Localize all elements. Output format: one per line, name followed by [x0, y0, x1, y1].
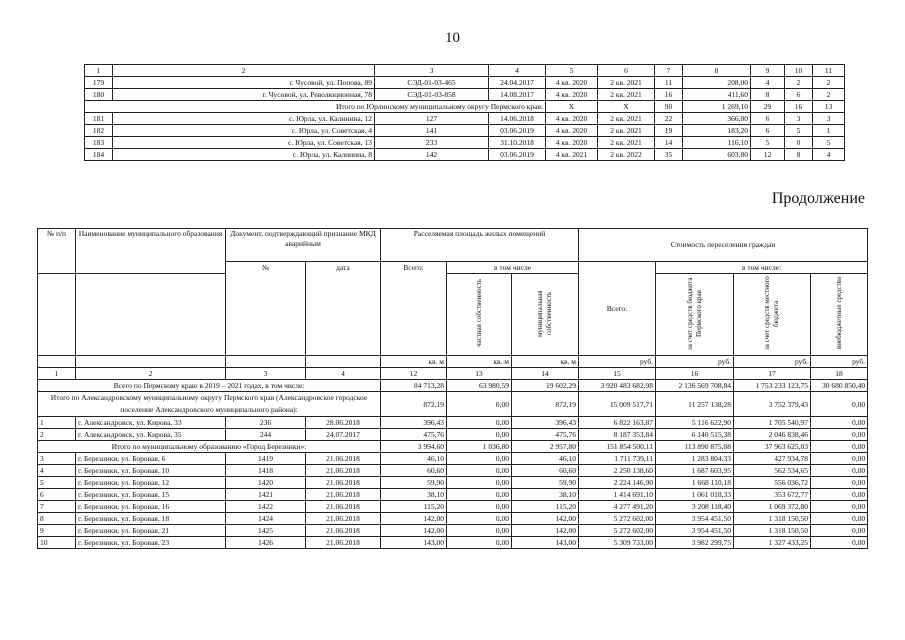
- table-cell: 4: [38, 465, 76, 477]
- unit-rub: руб.: [656, 356, 734, 368]
- table-cell: г. Чусовой, ул. Попова, 89: [113, 77, 375, 89]
- hdr-cost: Стоимость переселения граждан: [579, 229, 868, 262]
- hdr-num: № п/п: [38, 229, 76, 274]
- table-cell: 244: [226, 429, 306, 441]
- table-cell: г. Александровск, ул. Кирова, 35: [76, 429, 226, 441]
- table-cell: г. Чусовой, ул. Революционная, 78: [113, 89, 375, 101]
- table-cell: 0,00: [811, 477, 868, 489]
- table-cell: 0,00: [811, 392, 868, 417]
- table-cell: 38,10: [512, 489, 579, 501]
- table-cell: 1 414 691,10: [579, 489, 656, 501]
- table-cell: X: [598, 101, 655, 113]
- table-cell: Итого по муниципальному образованию «Город Березники»:: [38, 441, 381, 453]
- table-cell: с. Юрла, ул. Калинина, 8: [113, 149, 375, 161]
- table-cell: 0,00: [447, 525, 512, 537]
- table-cell: 0: [785, 137, 813, 149]
- table-cell: 0,00: [811, 453, 868, 465]
- table-cell: 184: [85, 149, 113, 161]
- table-cell: 21.06.2018: [306, 489, 381, 501]
- table-cell: 2 кв. 2021: [598, 77, 655, 89]
- table-cell: 1 061 018,33: [656, 489, 734, 501]
- table-cell: 142,00: [381, 525, 447, 537]
- table-cell: 113 890 875,08: [656, 441, 734, 453]
- table-cell: 4: [489, 65, 546, 77]
- table-cell: 2 кв. 2021: [598, 137, 655, 149]
- table-cell: 0,00: [811, 417, 868, 429]
- table-cell: 2 кв. 2021: [598, 89, 655, 101]
- table-cell: 3 994,60: [381, 441, 447, 453]
- table-cell: 21.06.2018: [306, 525, 381, 537]
- hdr-budget-region: за счет средств бюджета Пермского края: [656, 274, 734, 356]
- table-cell: 4 кв. 2021: [546, 149, 598, 161]
- table-cell: 3 954 451,50: [656, 525, 734, 537]
- table-cell: 59,90: [512, 477, 579, 489]
- table-cell: 1425: [226, 525, 306, 537]
- hdr-doc: Документ, подтверждающий признание МКД аварийным: [226, 229, 381, 262]
- table-cell: 2: [38, 429, 76, 441]
- table-cell: 5 272 602,00: [579, 513, 656, 525]
- table-cell: с. Юрла, ул. Советская, 4: [113, 125, 375, 137]
- table-cell: 236: [226, 417, 306, 429]
- table-cell: 0,00: [447, 429, 512, 441]
- table-cell: 2 кв. 2021: [598, 125, 655, 137]
- table-cell: 63 980,59: [447, 380, 512, 392]
- table-row: [38, 465, 868, 477]
- table-cell: 0,00: [447, 537, 512, 549]
- table-cell: 179: [85, 77, 113, 89]
- table-cell: 11: [813, 65, 845, 77]
- table-cell: 8: [38, 513, 76, 525]
- table-cell: 60,60: [512, 465, 579, 477]
- table-cell: 116,10: [683, 137, 751, 149]
- table-cell: 0,00: [447, 392, 512, 417]
- table-cell: 4: [751, 77, 785, 89]
- table-cell: 3 920 483 682,98: [579, 380, 656, 392]
- table-cell: 142,00: [512, 513, 579, 525]
- table-cell: 872,19: [512, 392, 579, 417]
- table-cell: 1 705 540,97: [734, 417, 811, 429]
- table-cell: 16: [656, 368, 734, 380]
- table-cell: 2 224 146,90: [579, 477, 656, 489]
- table-cell: 5: [751, 137, 785, 149]
- table-cell: 141: [375, 125, 489, 137]
- table-cell: 24.07.2017: [306, 429, 381, 441]
- table-cell: 1 687 603,95: [656, 465, 734, 477]
- page-number: 10: [445, 30, 460, 46]
- table-cell: 3: [38, 453, 76, 465]
- hdr-budget-local: за счет средств местного бюджета: [734, 274, 811, 356]
- table-cell: 872,19: [381, 392, 447, 417]
- table-cell: 37 963 625,03: [734, 441, 811, 453]
- table-cell: 17: [734, 368, 811, 380]
- table-cell: 8 187 353,84: [579, 429, 656, 441]
- table-row: [38, 477, 868, 489]
- table-cell: 1 283 804,33: [656, 453, 734, 465]
- table-cell: 21.06.2018: [306, 477, 381, 489]
- table-row: [38, 429, 868, 441]
- table-cell: 0,00: [811, 489, 868, 501]
- table-cell: г. Березники, ул. Боровая, 12: [76, 477, 226, 489]
- table-cell: 1424: [226, 513, 306, 525]
- table-cell: 10: [785, 65, 813, 77]
- table-cell: 22: [655, 113, 683, 125]
- table-cell: 182: [85, 125, 113, 137]
- table-cell: 2: [813, 89, 845, 101]
- table-cell: 8: [751, 89, 785, 101]
- table-cell: 0,00: [447, 465, 512, 477]
- continuation-label: Продолжение: [771, 190, 865, 207]
- table-cell: 03.06.2019: [489, 125, 546, 137]
- hdr-name: Наименование муниципального образования: [76, 229, 226, 274]
- table-cell: 0,00: [811, 465, 868, 477]
- table-cell: 353 672,77: [734, 489, 811, 501]
- table-cell: Всего по Пермскому краю в 2019 – 2021 годах, в том числе:: [38, 380, 381, 392]
- table-cell: 5: [546, 65, 598, 77]
- table-cell: 24.04.2017: [489, 77, 546, 89]
- subtotal-row: [85, 101, 845, 113]
- table-cell: 6: [785, 89, 813, 101]
- table-cell: 1 069 372,80: [734, 501, 811, 513]
- table-cell: 411,60: [683, 89, 751, 101]
- table-cell: 0,00: [447, 477, 512, 489]
- table-cell: 2: [76, 368, 226, 380]
- table-cell: 14: [655, 137, 683, 149]
- col-number-row: [38, 368, 868, 380]
- table-cell: 0,00: [811, 513, 868, 525]
- table-cell: 427 934,78: [734, 453, 811, 465]
- table-cell: 03.06.2019: [489, 149, 546, 161]
- table-cell: 4 кв. 2020: [546, 89, 598, 101]
- unit-rub: руб.: [579, 356, 656, 368]
- table-cell: X: [546, 101, 598, 113]
- table-cell: 0,00: [811, 537, 868, 549]
- table-cell: 115,20: [381, 501, 447, 513]
- table-cell: 7: [655, 65, 683, 77]
- table-cell: 208,00: [683, 77, 751, 89]
- table-cell: 1: [85, 65, 113, 77]
- table-cell: 1: [38, 417, 76, 429]
- table-cell: 1 036,80: [447, 441, 512, 453]
- table-cell: 6: [598, 65, 655, 77]
- hdr-area: Расселяемая площадь жилых помещений: [381, 229, 579, 262]
- table-cell: 6 822 163,87: [579, 417, 656, 429]
- table-cell: 14: [512, 368, 579, 380]
- table-row: [85, 89, 845, 101]
- table-cell: 9: [38, 525, 76, 537]
- table-cell: 29: [751, 101, 785, 113]
- unit-m: кв. м: [447, 356, 512, 368]
- table-cell: 6 140 515,38: [656, 429, 734, 441]
- top-table: [84, 64, 845, 161]
- table-cell: 0,00: [447, 417, 512, 429]
- table-cell: 1 269,10: [683, 101, 751, 113]
- hdr-offbudget: внебюджетные средства: [811, 274, 868, 356]
- table-cell: Итого по Александровскому муниципальному округу Пермского края (Александровское городское поселение Александровского муниципального района):: [38, 392, 381, 417]
- table-cell: Итого по Юрлинскому муниципальному округу Пермского края:: [85, 101, 546, 113]
- table-cell: 5 116 622,90: [656, 417, 734, 429]
- table-cell: 16: [785, 101, 813, 113]
- table-row: [38, 501, 868, 513]
- table-cell: 1419: [226, 453, 306, 465]
- table-row: [38, 453, 868, 465]
- table-cell: 4 кв. 2020: [546, 125, 598, 137]
- table-row: [85, 77, 845, 89]
- table-cell: г. Березники, ул. Боровая, 23: [76, 537, 226, 549]
- table-cell: 603,80: [683, 149, 751, 161]
- table-cell: 6: [751, 125, 785, 137]
- table-cell: 0,00: [447, 489, 512, 501]
- table-cell: г. Александровск, ул. Кирова, 33: [76, 417, 226, 429]
- table-cell: 13: [447, 368, 512, 380]
- table-cell: 151 854 500,11: [579, 441, 656, 453]
- table-cell: 6: [751, 113, 785, 125]
- table-cell: 142,00: [381, 513, 447, 525]
- table-cell: 2: [813, 77, 845, 89]
- table-cell: 46,10: [512, 453, 579, 465]
- total-row: [38, 392, 868, 417]
- table-cell: 3: [226, 368, 306, 380]
- table-cell: 2: [785, 77, 813, 89]
- table-cell: 127: [375, 113, 489, 125]
- table-cell: 0,00: [811, 501, 868, 513]
- table-cell: 3: [785, 113, 813, 125]
- table-cell: с. Юрла, ул. Калинина, 12: [113, 113, 375, 125]
- table-cell: 2 250 138,60: [579, 465, 656, 477]
- table-cell: 90: [655, 101, 683, 113]
- table-cell: 19: [655, 125, 683, 137]
- table-cell: 143,00: [381, 537, 447, 549]
- table-cell: 46,10: [381, 453, 447, 465]
- table-row: [38, 513, 868, 525]
- table-cell: 3 982 299,75: [656, 537, 734, 549]
- table-cell: 15: [579, 368, 656, 380]
- table-cell: 4: [306, 368, 381, 380]
- table-cell: 180: [85, 89, 113, 101]
- table-cell: 475,76: [512, 429, 579, 441]
- table-cell: 19 602,29: [512, 380, 579, 392]
- table-cell: 1421: [226, 489, 306, 501]
- table-cell: 21.06.2018: [306, 501, 381, 513]
- table-cell: 142,00: [512, 525, 579, 537]
- table-cell: 0,00: [811, 441, 868, 453]
- table-cell: 12: [381, 368, 447, 380]
- table-cell: 5 272 602,00: [579, 525, 656, 537]
- table-cell: 4 кв. 2020: [546, 137, 598, 149]
- main-table: [37, 228, 868, 549]
- table-cell: 30 680 850,40: [811, 380, 868, 392]
- table-cell: г. Березники, ул. Боровая, 21: [76, 525, 226, 537]
- header-row: [85, 65, 845, 77]
- table-row: [38, 525, 868, 537]
- table-cell: 366,00: [683, 113, 751, 125]
- table-cell: 5: [38, 477, 76, 489]
- table-cell: 7: [38, 501, 76, 513]
- table-cell: 2 136 569 708,84: [656, 380, 734, 392]
- table-row: [38, 417, 868, 429]
- table-cell: 1422: [226, 501, 306, 513]
- table-cell: 0,00: [811, 429, 868, 441]
- table-cell: 59,90: [381, 477, 447, 489]
- table-cell: 0,00: [447, 513, 512, 525]
- table-cell: СЭД-01-03-858: [375, 89, 489, 101]
- table-cell: 3 208 118,40: [656, 501, 734, 513]
- table-cell: 14.06.2018: [489, 113, 546, 125]
- table-cell: 84 713,28: [381, 380, 447, 392]
- table-cell: 16: [655, 89, 683, 101]
- table-cell: 11: [655, 77, 683, 89]
- table-cell: 12: [751, 149, 785, 161]
- hdr-municipal: муниципальная собственность: [512, 274, 579, 356]
- table-cell: 5: [813, 137, 845, 149]
- table-cell: 1 318 150,50: [734, 525, 811, 537]
- table-row: [85, 113, 845, 125]
- table-cell: 5: [785, 125, 813, 137]
- table-row: [38, 537, 868, 549]
- unit-rub: руб.: [811, 356, 868, 368]
- table-cell: г. Березники, ул. Боровая, 16: [76, 501, 226, 513]
- table-cell: г. Березники, ул. Боровая, 18: [76, 513, 226, 525]
- table-cell: 0,00: [811, 525, 868, 537]
- table-cell: 4: [813, 149, 845, 161]
- table-cell: 1 753 233 123,75: [734, 380, 811, 392]
- table-cell: 5 309 733,00: [579, 537, 656, 549]
- table-cell: 4 277 491,20: [579, 501, 656, 513]
- table-cell: 15 009 517,71: [579, 392, 656, 417]
- table-cell: 21.06.2018: [306, 537, 381, 549]
- table-cell: г. Березники, ул. Боровая, 10: [76, 465, 226, 477]
- table-cell: 2 кв. 2021: [598, 113, 655, 125]
- table-cell: 38,10: [381, 489, 447, 501]
- table-cell: 60,60: [381, 465, 447, 477]
- table-cell: 1426: [226, 537, 306, 549]
- table-cell: СЭД-01-03-465: [375, 77, 489, 89]
- table-cell: 1: [813, 125, 845, 137]
- table-cell: 18: [811, 368, 868, 380]
- table-cell: 233: [375, 137, 489, 149]
- table-cell: 3: [813, 113, 845, 125]
- table-cell: 6: [38, 489, 76, 501]
- table-cell: 28.06.2018: [306, 417, 381, 429]
- unit-m: кв. м: [381, 356, 447, 368]
- table-cell: 2 кв. 2022: [598, 149, 655, 161]
- table-row: [38, 489, 868, 501]
- table-row: [85, 149, 845, 161]
- table-cell: 396,43: [381, 417, 447, 429]
- table-cell: 143,00: [512, 537, 579, 549]
- table-cell: 8: [785, 149, 813, 161]
- table-cell: 556 036,72: [734, 477, 811, 489]
- table-cell: 10: [38, 537, 76, 549]
- table-cell: 1: [38, 368, 76, 380]
- table-row: [85, 125, 845, 137]
- table-cell: 2 957,80: [512, 441, 579, 453]
- table-cell: 1420: [226, 477, 306, 489]
- table-cell: 396,43: [512, 417, 579, 429]
- table-cell: 1418: [226, 465, 306, 477]
- hdr-incl2: в том числе:: [656, 262, 868, 274]
- table-cell: 21.06.2018: [306, 453, 381, 465]
- table-cell: 115,20: [512, 501, 579, 513]
- table-cell: 14.08.2017: [489, 89, 546, 101]
- table-cell: 1 318 150,50: [734, 513, 811, 525]
- hdr-doc-date: дата: [306, 262, 381, 356]
- table-cell: 21.06.2018: [306, 513, 381, 525]
- table-cell: 1 327 433,25: [734, 537, 811, 549]
- table-cell: 0,00: [447, 501, 512, 513]
- table-cell: с. Юрла, ул. Советская, 13: [113, 137, 375, 149]
- table-cell: 4 кв. 2020: [546, 77, 598, 89]
- table-cell: 35: [655, 149, 683, 161]
- total-row: [38, 380, 868, 392]
- table-row: [85, 137, 845, 149]
- table-cell: 9: [751, 65, 785, 77]
- table-cell: г. Березники, ул. Боровая, 15: [76, 489, 226, 501]
- hdr-total: Всего:: [381, 262, 447, 356]
- table-cell: 181: [85, 113, 113, 125]
- table-cell: 3 954 451,50: [656, 513, 734, 525]
- table-cell: 1 668 110,18: [656, 477, 734, 489]
- hdr-private: частная собственность: [447, 274, 512, 356]
- table-cell: 11 257 138,28: [656, 392, 734, 417]
- hdr-doc-no: №: [226, 262, 306, 356]
- table-cell: 8: [683, 65, 751, 77]
- table-cell: 562 534,65: [734, 465, 811, 477]
- table-cell: 3 752 379,43: [734, 392, 811, 417]
- hdr-total2: Всего:: [579, 262, 656, 356]
- hdr-incl: в том числе: [447, 262, 579, 274]
- table-cell: 13: [813, 101, 845, 113]
- unit-m: кв. м: [512, 356, 579, 368]
- table-cell: 475,76: [381, 429, 447, 441]
- table-cell: 3: [375, 65, 489, 77]
- table-cell: 2: [113, 65, 375, 77]
- table-cell: 31.10.2018: [489, 137, 546, 149]
- table-cell: 21.06.2018: [306, 465, 381, 477]
- table-cell: 142: [375, 149, 489, 161]
- table-cell: 183: [85, 137, 113, 149]
- table-cell: 2 046 838,46: [734, 429, 811, 441]
- table-cell: 4 кв. 2020: [546, 113, 598, 125]
- unit-rub: руб.: [734, 356, 811, 368]
- table-cell: 1 711 739,11: [579, 453, 656, 465]
- table-cell: г. Березники, ул. Боровая, 6: [76, 453, 226, 465]
- table-cell: 183,20: [683, 125, 751, 137]
- table-cell: 0,00: [447, 453, 512, 465]
- total-row: [38, 441, 868, 453]
